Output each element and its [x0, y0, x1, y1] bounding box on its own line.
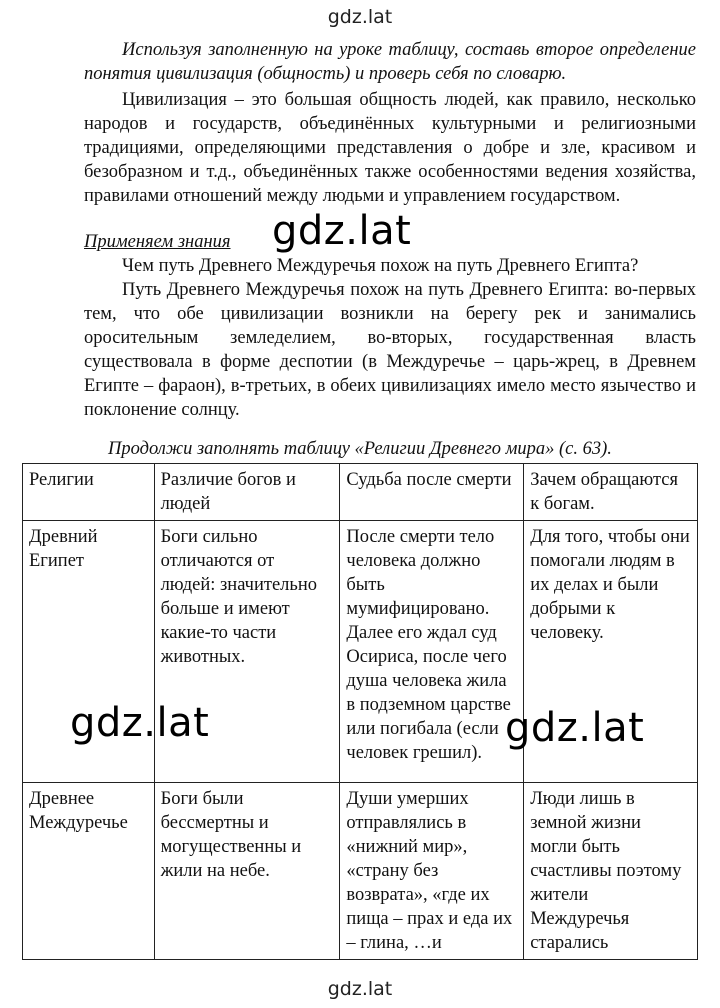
table-cell: Для того, чтобы они помогали людям в их делах и были добрыми к человеку. — [524, 521, 698, 783]
table-row — [23, 783, 698, 960]
table-header-row — [23, 464, 698, 521]
table-cell: Люди лишь в земной жизни могли быть счастливы поэтому жители Междуречья старались — [524, 783, 698, 960]
table-cell: Древнее Междуречье — [23, 783, 155, 960]
table-cell: Души умерших отправлялись в «нижний мир», «страну без возврата», «где их пища – прах и еда их – глина, …и — [340, 783, 524, 960]
watermark-table-right: gdz.lat — [505, 705, 645, 751]
table-cell: После смерти тело человека должно быть мумифицировано. Далее его ждал суд Осириса, после чего душа человека жила в подземном царстве или погибала (если человек грешил). — [340, 521, 524, 783]
table-cell: Боги сильно отличаются от людей: значительно больше и имеют какие-то части животных. — [154, 521, 340, 783]
watermark-top: gdz.lat — [327, 6, 393, 28]
table-caption: Продолжи заполнять таблицу «Религии Древнего мира» (с. 63). — [108, 439, 612, 459]
header-cell: Различие богов и людей — [154, 464, 340, 521]
table-cell: Древний Египет — [23, 521, 155, 783]
watermark-table-left: gdz.lat — [70, 700, 210, 746]
header-cell: Религии — [23, 464, 155, 521]
task2-question: Чем путь Древнего Междуречья похож на путь Древнего Египта? — [122, 256, 639, 276]
header-cell: Судьба после смерти — [340, 464, 524, 521]
table-cell: Боги были бессмертны и могущественны и жили на небе. — [154, 783, 340, 960]
watermark-bottom: gdz.lat — [327, 978, 393, 1000]
task2-answer: Путь Древнего Междуречья похож на путь Древнего Египта: во-первых тем, что обе цивилизации возникли на берегу рек и занимались оросительным земледелием, во-вторых, государственная власть существовала в форме деспотии (в Междуречье – царь-жрец, в Древнем Египте – фараон), в-третьих, в обеих цивилизациях имело место язычество и поклонение солнцу. — [84, 280, 696, 420]
task1-answer: Цивилизация – это большая общность людей, как правило, несколько народов и государств, объединённых культурными и религиозными традициями, определяющими представления о добре и зле, красивом и безобразном и т.д., объединённых также особенностями ведения хозяйства, правилами отношений между людьми и управлением государством. — [84, 90, 696, 206]
header-cell: Зачем обращаются к богам. — [524, 464, 698, 521]
task1-instruction: Используя заполненную на уроке таблицу, составь второе определение понятия цивилизация (общность) и проверь себя по словарю. — [84, 40, 696, 84]
task2-heading: Применяем знания — [84, 232, 231, 252]
watermark-middle: gdz.lat — [272, 208, 412, 254]
